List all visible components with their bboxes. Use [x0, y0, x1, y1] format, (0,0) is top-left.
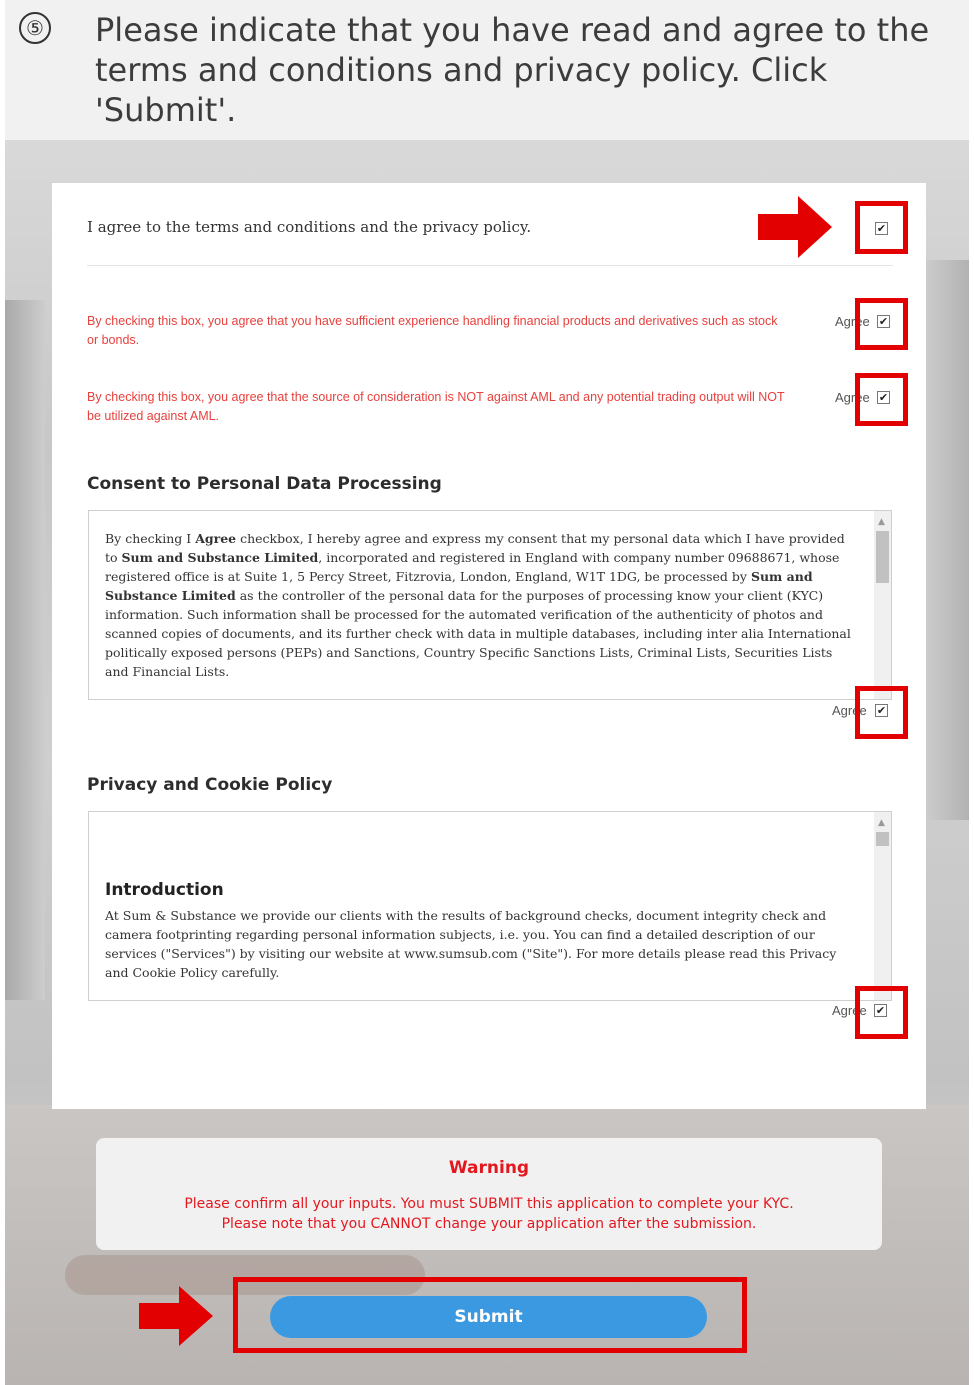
consent-agree-checkbox[interactable]: ✔	[876, 704, 887, 717]
declaration-aml-agree-label: Agree	[835, 390, 870, 405]
privacy-agree-label: Agree	[832, 1003, 867, 1018]
consent-scrollbar[interactable]	[874, 511, 891, 699]
step-instruction: Please indicate that you have read and agree to the terms and conditions and privacy policy. Click 'Submit'.	[95, 11, 930, 129]
privacy-scrollbar[interactable]	[874, 812, 891, 1000]
highlight-box	[855, 298, 908, 350]
consent-text: checkbox, I hereby agree and express my consent that my personal data which I have provided to	[105, 531, 845, 565]
scroll-up-icon[interactable]: ▲	[878, 517, 885, 527]
highlight-box	[855, 201, 908, 254]
declaration-aml-checkbox[interactable]: ✔	[878, 391, 889, 404]
consent-text: , incorporated and registered in England with company number 09688671, whose registered office is at Suite 1, 5 Percy Street, Fitzrovia, London, England, W1T 1DG, be processed by	[105, 550, 840, 584]
consent-text-bold: Sum and Substance Limited	[105, 569, 813, 603]
declaration-experience-checkbox[interactable]: ✔	[878, 315, 889, 328]
scroll-up-icon[interactable]: ▲	[878, 818, 885, 828]
warning-box	[96, 1138, 882, 1250]
consent-agree-label: Agree	[832, 703, 867, 718]
terms-agree-checkbox[interactable]: ✔	[876, 222, 887, 235]
declaration-experience-text: By checking this box, you agree that you have sufficient experience handling financial products and derivatives such as stock or bonds.	[87, 314, 778, 347]
highlight-box	[233, 1277, 747, 1353]
consent-text: By checking I	[105, 531, 196, 546]
privacy-scrollbox[interactable]	[88, 811, 892, 1001]
consent-text-bold: Agree	[195, 531, 237, 546]
privacy-text: At Sum & Substance we provide our clients with the results of background checks, document integrity check and camera footprinting regarding personal information subjects, i.e. you. You can find a detailed description of our services ("Services") by visiting our website at www.sumsub.com ("Site"). For more details please read this Privacy and Cookie Policy carefully.	[105, 908, 837, 980]
consent-text: as the controller of the personal data for the purposes of processing know your client (KYC) information. Such information shall be processed for the automated verification of the authenticity of photos and scanned copies of documents, and its further check with data in multiple databases, including inter alia International politically exposed persons (PEPs) and Sanctions, Country Specific Sanctions Lists, Criminal Lists, Securities Lists and Financial Lists.	[105, 588, 851, 679]
consent-text-bold: Sum and Substance Limited	[121, 550, 319, 565]
terms-agree-label: I agree to the terms and conditions and the privacy policy.	[87, 218, 532, 236]
warning-line: Please confirm all your inputs. You must SUBMIT this application to complete your KYC.	[184, 1196, 794, 1212]
consent-scrollbox[interactable]	[88, 510, 892, 700]
highlight-box	[855, 686, 908, 739]
step-number: ⑤	[19, 12, 51, 44]
highlight-box	[855, 373, 908, 426]
step-header	[5, 0, 969, 140]
highlight-box	[855, 986, 908, 1039]
warning-line: Please note that you CANNOT change your application after the submission.	[221, 1216, 757, 1232]
arrow-right-icon	[758, 196, 832, 258]
privacy-title: Privacy and Cookie Policy	[87, 775, 333, 795]
divider	[87, 265, 893, 266]
consent-title: Consent to Personal Data Processing	[87, 474, 442, 494]
submit-button[interactable]: Submit	[270, 1296, 707, 1338]
declaration-aml-text: By checking this box, you agree that the source of consideration is NOT against AML and any potential trading output will NOT be utilized against AML.	[87, 390, 785, 423]
declaration-experience-agree-label: Agree	[835, 314, 870, 329]
privacy-agree-checkbox[interactable]: ✔	[875, 1004, 886, 1017]
privacy-intro-heading: Introduction	[105, 880, 224, 900]
warning-title: Warning	[448, 1158, 530, 1178]
arrow-right-icon	[139, 1286, 213, 1346]
